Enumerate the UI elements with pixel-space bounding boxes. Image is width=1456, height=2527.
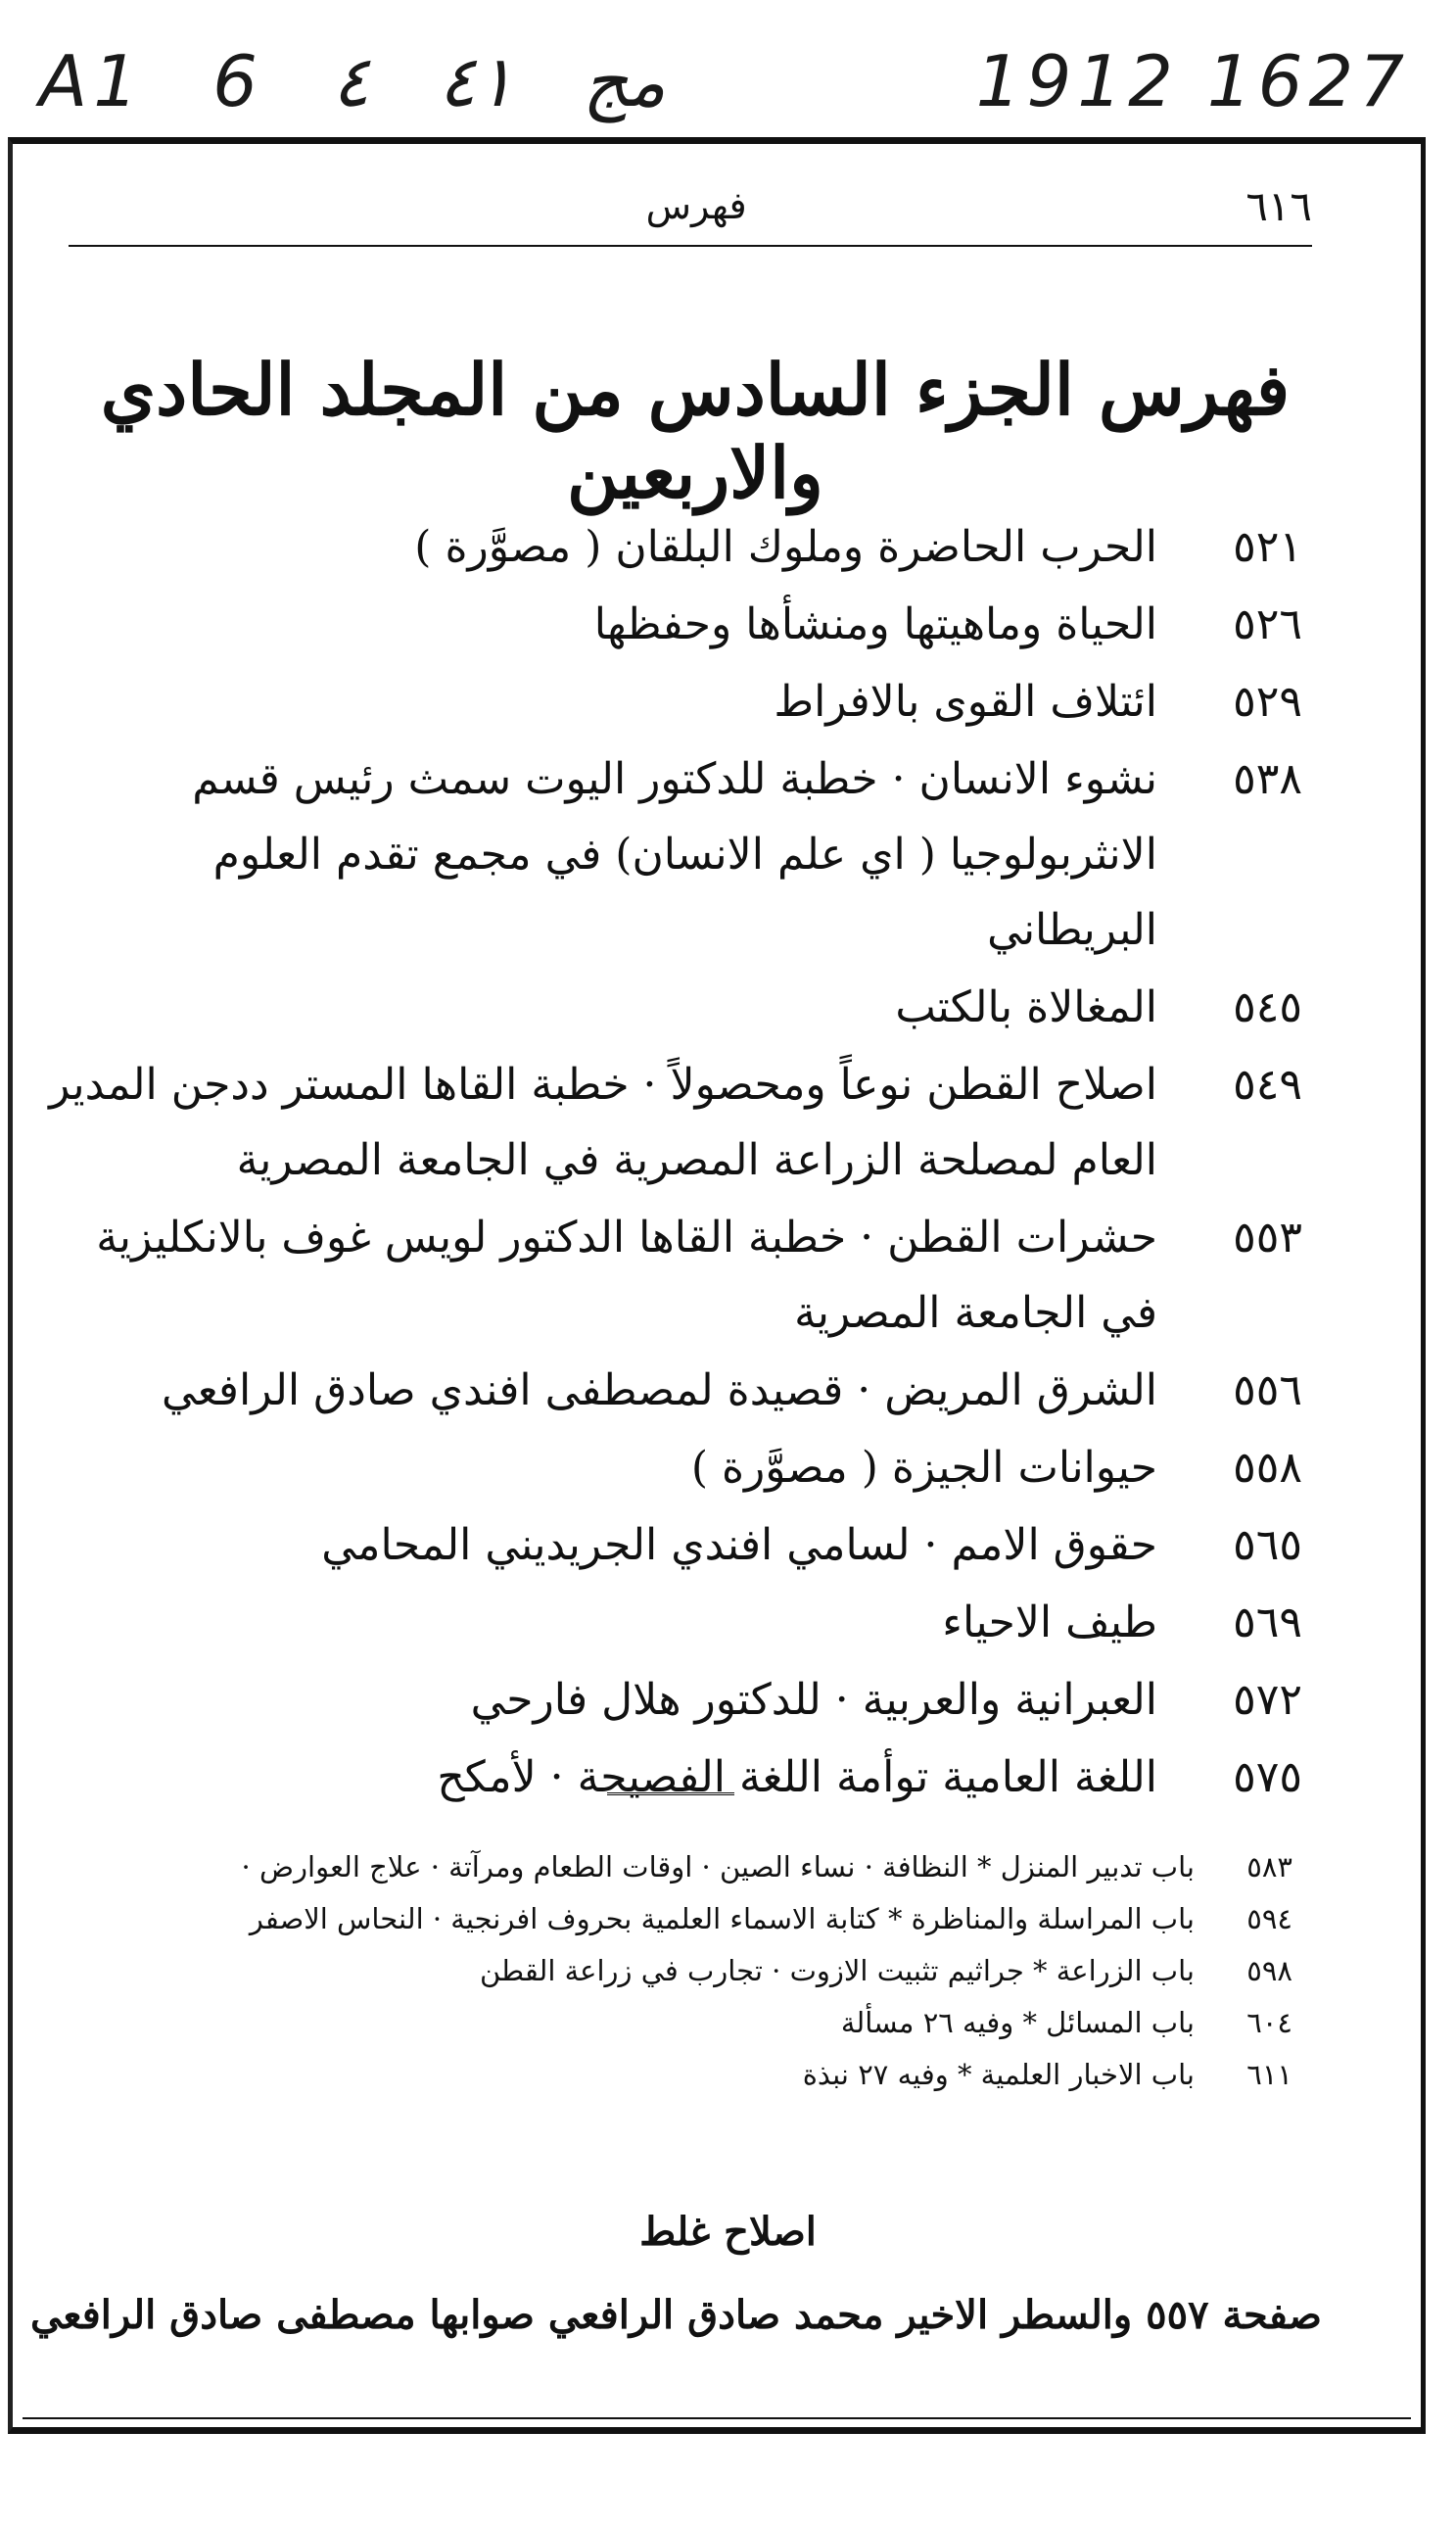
section-title: باب المراسلة والمناظرة * كتابة الاسماء العلمية بحروف افرنجية · النحاس الاصفر — [249, 1902, 1195, 1935]
header-rule — [69, 245, 1312, 247]
section-page: ٥٩٤ — [1246, 1902, 1292, 1935]
running-head — [69, 171, 1312, 240]
toc-title: الحياة وماهيتها ومنشأها وحفظها — [593, 599, 1157, 649]
note-part: ٤١ — [438, 40, 514, 122]
toc-page: ٥٢٩ — [1233, 677, 1302, 727]
toc-page: ٥٢١ — [1233, 522, 1302, 572]
note-part: 6 — [212, 40, 263, 122]
toc-title: الحرب الحاضرة وملوك البلقان ( مصوَّرة ) — [414, 522, 1157, 572]
toc-title: طيف الاحياء — [942, 1597, 1157, 1647]
toc-entry — [39, 1507, 1302, 1583]
section-title: باب المسائل * وفيه ٢٦ مسألة — [840, 2006, 1195, 2039]
note-part: مج — [582, 40, 666, 122]
section-page: ٦٠٤ — [1246, 2006, 1292, 2039]
handwritten-note-right: 1912 1627 — [975, 40, 1410, 122]
toc-page: ٥٦٥ — [1233, 1520, 1302, 1570]
toc-entry — [39, 970, 1302, 1045]
section-title: باب الزراعة * جراثيم تثبيت الازوت · تجارب في زراعة القطن — [479, 1954, 1195, 1987]
toc-page: ٥٤٥ — [1233, 982, 1302, 1032]
toc-entry — [39, 1662, 1302, 1738]
toc-title: حيوانات الجيزة ( مصوَّرة ) — [690, 1443, 1157, 1493]
toc-entry — [39, 664, 1302, 739]
toc-page: ٥٥٣ — [1233, 1213, 1302, 1263]
sections-list — [29, 1841, 1292, 2101]
toc-page: ٥٦٩ — [1233, 1597, 1302, 1647]
section-divider — [607, 1792, 734, 1795]
toc-entry — [39, 1430, 1302, 1505]
page-title: فهرس الجزء السادس من المجلد الحادي والاربعين — [100, 348, 1291, 514]
toc-page: ٥٥٨ — [1233, 1443, 1302, 1493]
toc-entry — [39, 1200, 1302, 1351]
section-title: باب الاخبار العلمية * وفيه ٢٧ نبذة — [802, 2058, 1195, 2091]
section-entry — [29, 2049, 1292, 2101]
note-part: ٤ — [331, 40, 370, 122]
toc-page: ٥٧٥ — [1233, 1752, 1302, 1802]
toc-entry — [39, 587, 1302, 662]
section-page: ٥٩٨ — [1246, 1954, 1292, 1987]
errata-heading: اصلاح غلط — [639, 2209, 817, 2255]
toc-title: المغالاة بالكتب — [895, 982, 1157, 1032]
errata-line: صفحة ٥٥٧ والسطر الاخير محمد صادق الرافعي صوابها مصطفى صادق الرافعي — [29, 2292, 1322, 2338]
toc-title: اصلاح القطن نوعاً ومحصولاً · خطبة القاها المستر ددجن المدير العام لمصلحة الزراعة المصرية في الجامعة المصرية — [49, 1060, 1157, 1185]
handwritten-archive-note — [39, 27, 1410, 135]
toc-title: نشوء الانسان · خطبة للدكتور اليوت سمث رئيس قسم الانثربولوجيا ( اي علم الانسان) في مجمع تقدم العلوم البريطاني — [192, 754, 1157, 955]
section-entry — [29, 1997, 1292, 2049]
toc-title: حقوق الامم · لسامي افندي الجريديني المحامي — [321, 1520, 1157, 1570]
toc-title: اللغة العامية توأمة اللغة الفصيحة · لأمكح — [437, 1752, 1157, 1802]
section-title: باب تدبير المنزل * النظافة · نساء الصين · اوقات الطعام ومرآتة · علاج العوارض · — [241, 1850, 1195, 1883]
section-entry — [29, 1893, 1292, 1945]
toc-title: الشرق المريض · قصيدة لمصطفى افندي صادق الرافعي — [162, 1365, 1157, 1415]
note-part: A1 — [39, 40, 145, 122]
toc-entry — [39, 741, 1302, 968]
toc-entry — [39, 1353, 1302, 1428]
toc-title: حشرات القطن · خطبة القاها الدكتور لويس غوف بالانكليزية في الجامعة المصرية — [96, 1213, 1157, 1338]
toc-page: ٥٥٦ — [1233, 1365, 1302, 1415]
toc-page: ٥٢٦ — [1233, 599, 1302, 649]
page-number: ٦١٦ — [1245, 181, 1312, 230]
section-entry — [29, 1945, 1292, 1997]
toc-page: ٥٧٢ — [1233, 1675, 1302, 1725]
toc-entry — [39, 1047, 1302, 1198]
toc-page: ٥٤٩ — [1233, 1060, 1302, 1110]
toc-title: العبرانية والعربية · للدكتور هلال فارحي — [470, 1675, 1157, 1725]
section-page: ٥٨٣ — [1246, 1850, 1292, 1883]
toc-page: ٥٣٨ — [1233, 754, 1302, 804]
running-head-title: فهرس — [645, 184, 747, 227]
section-page: ٦١١ — [1246, 2058, 1292, 2091]
toc-entry — [39, 1585, 1302, 1660]
toc-entry — [39, 1740, 1302, 1815]
toc-title: ائتلاف القوى بالافراط — [774, 677, 1157, 727]
table-of-contents — [39, 509, 1302, 1817]
toc-entry — [39, 509, 1302, 585]
handwritten-note-left — [39, 40, 666, 122]
section-entry — [29, 1841, 1292, 1893]
